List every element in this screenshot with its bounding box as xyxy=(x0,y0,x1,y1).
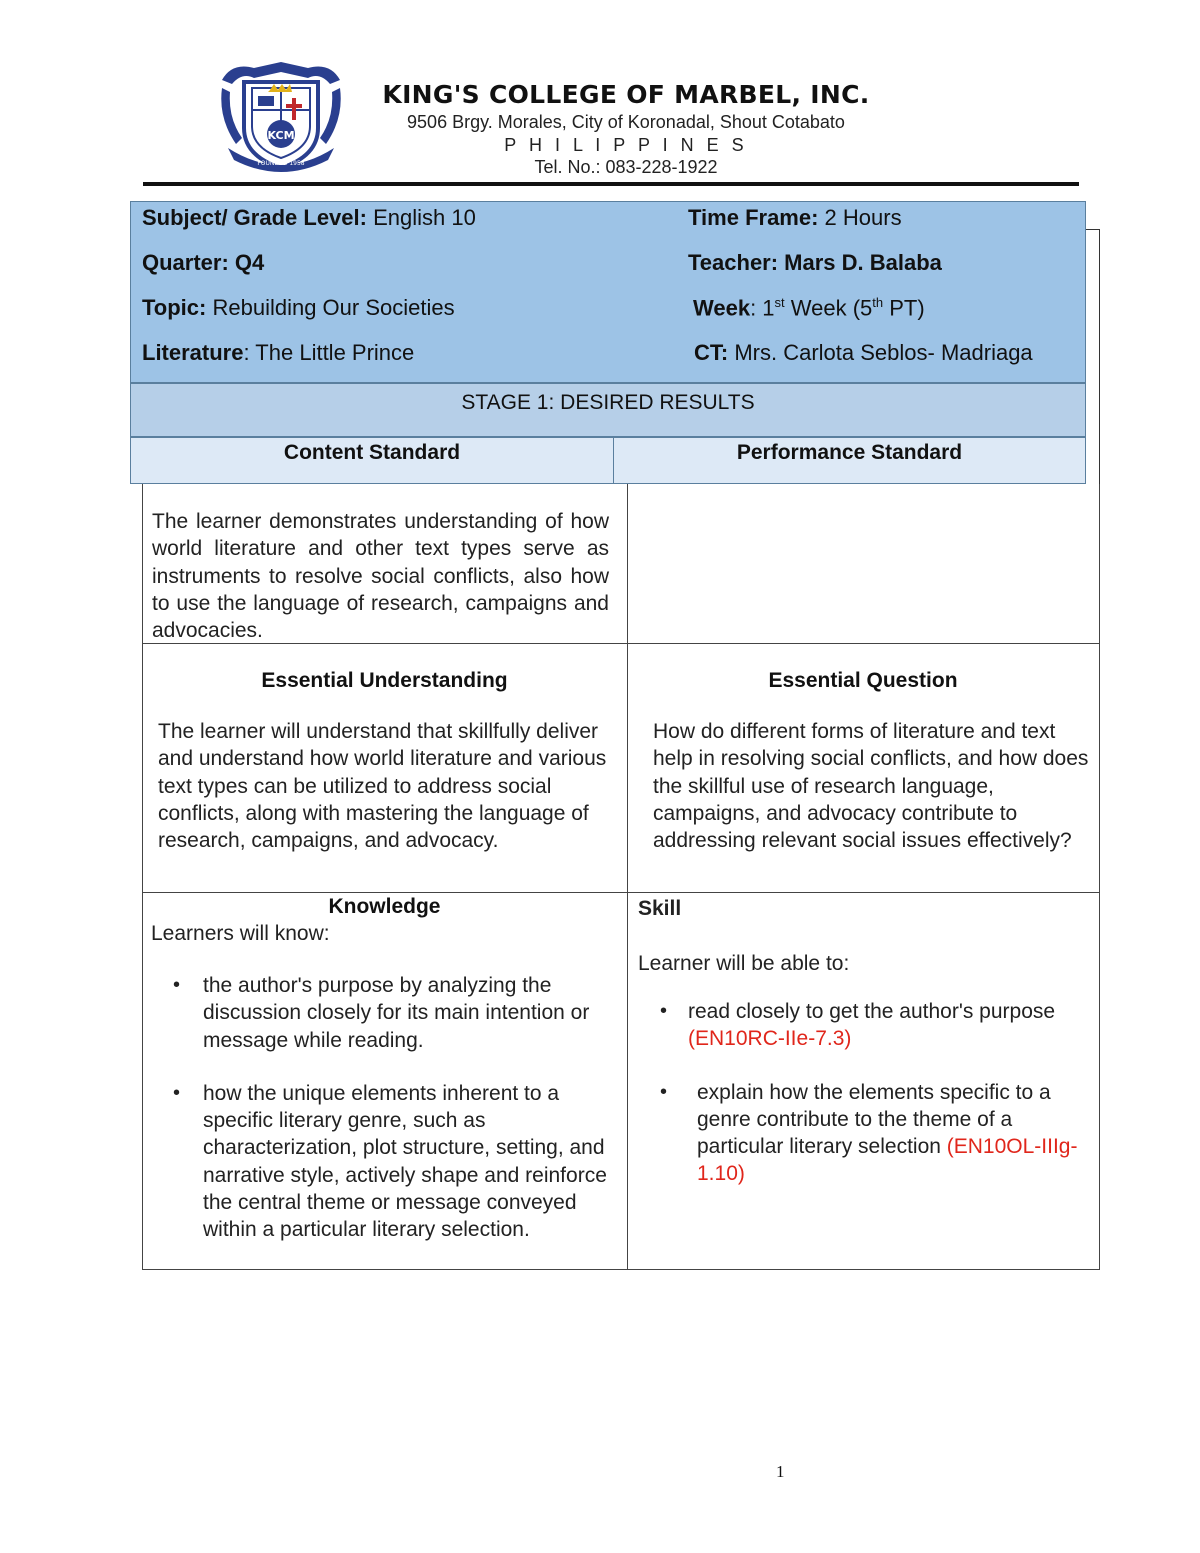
school-name: KING'S COLLEGE OF MARBEL, INC. xyxy=(382,80,870,109)
week: Week: 1st Week (5th PT) xyxy=(693,295,925,321)
competency-code: (EN10RC-IIe-7.3) xyxy=(688,1027,852,1051)
topic: Topic: Rebuilding Our Societies xyxy=(142,295,455,320)
table-edge xyxy=(1099,229,1100,484)
literature: Literature: The Little Prince xyxy=(142,340,415,365)
school-address: 9506 Brgy. Morales, City of Koronadal, Shout Cotabato xyxy=(407,112,845,132)
performance-standard-header: Performance Standard xyxy=(613,437,1086,484)
essential-understanding-header: Essential Understanding xyxy=(261,669,508,692)
essential-understanding-text: The learner will understand that skillfully deliver and understand how world literature and various text types can be utilized to address social conflicts, along with mastering the language of research, campaigns, and advocacy. xyxy=(158,720,607,853)
school-tel: Tel. No.: 083-228-1922 xyxy=(534,157,718,177)
subject-grade: Subject/ Grade Level: English 10 xyxy=(142,205,476,230)
list-item: • read closely to get the author's purpose (EN10RC-IIe-7.3) xyxy=(638,998,1086,1053)
knowledge-list xyxy=(151,972,615,1270)
essential-question-text: How do different forms of literature and text help in resolving social conflicts, and how does the skillful use of research language, campaigns, and advocacy contribute to addressing relevant social issues effectively? xyxy=(653,720,1089,853)
school-country: P H I L I P P I N E S xyxy=(504,135,748,155)
list-item: • the author's purpose by analyzing the discussion closely for its main intention or message while reading. xyxy=(151,972,615,1054)
content-standard-text: The learner demonstrates understanding of how world literature and other text types serve as instruments to resolve social conflicts, also how to use the language of research, campaigns and advocacies. xyxy=(152,510,609,643)
header-rule xyxy=(143,182,1079,186)
skill-intro: Learner will be able to: xyxy=(638,952,850,975)
table-border xyxy=(142,484,143,1270)
essential-question-header: Essential Question xyxy=(768,669,958,692)
table-border xyxy=(1099,484,1100,1270)
cooperating-teacher: CT: Mrs. Carlota Seblos- Madriaga xyxy=(694,340,1033,365)
knowledge-intro: Learners will know: xyxy=(151,922,330,945)
skill-header: Skill xyxy=(638,897,682,920)
knowledge-header: Knowledge xyxy=(328,895,441,918)
teacher: Teacher: Mars D. Balaba xyxy=(688,250,942,275)
school-seal-icon xyxy=(214,58,348,174)
skill-list xyxy=(638,998,1086,1214)
content-standard-header: Content Standard xyxy=(130,437,614,484)
stage1-title: STAGE 1: DESIRED RESULTS xyxy=(130,383,1086,437)
table-border xyxy=(627,484,628,1270)
table-border xyxy=(142,892,1100,893)
seal-letters: KCM xyxy=(267,129,295,142)
quarter: Quarter: Q4 xyxy=(142,250,265,275)
table-edge xyxy=(1086,229,1100,230)
seal-motto: FOUNDED 1958 xyxy=(257,160,305,167)
page-number: 1 xyxy=(776,1462,785,1481)
list-item: • explain how the elements specific to a genre contribute to the theme of a particular literary selection (EN10OL-IIIg-1.10) xyxy=(638,1079,1086,1188)
list-item: • how the unique elements inherent to a specific literary genre, such as characterization, plot structure, setting, and narrative style, actively shape and reinforce the central theme or message conveyed within a particular literary selection. xyxy=(151,1080,615,1244)
competency-code: (EN10OL-IIIg-1.10) xyxy=(697,1135,1078,1186)
time-frame: Time Frame: 2 Hours xyxy=(688,205,902,230)
lesson-info-box xyxy=(130,201,1086,383)
